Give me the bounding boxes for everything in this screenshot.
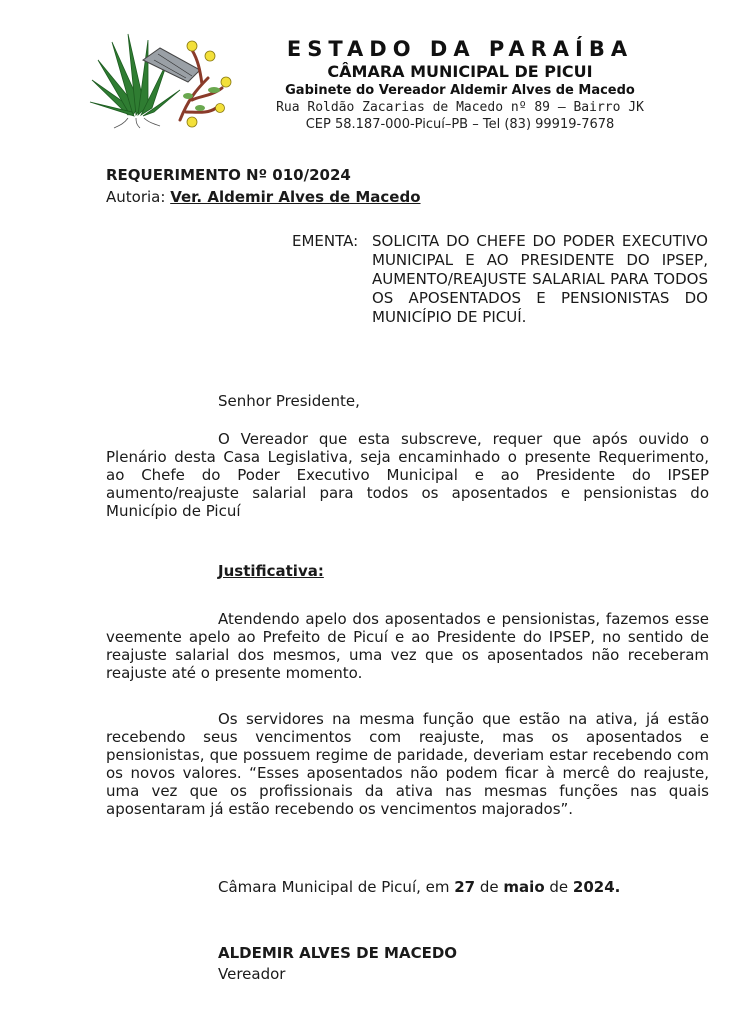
signer-role: Vereador [218, 965, 286, 983]
closing-year: 2024. [572, 878, 621, 896]
document-title: REQUERIMENTO Nº 010/2024 [106, 166, 351, 184]
paragraph-3-text: Os servidores na mesma função que estão na ativa, já estão recebendo seus vencimentos com reajuste, mas os aposentados e pensionistas, que possuem regime de paridade, deveriam estar recebendo com os novos valores. “Esses aposentados não podem ficar à mercê do reajuste, uma vez que os profissionais da ativa nas mesmas funções nas quais aposentaram já estão recebendo os vencimentos majorados”. [106, 710, 709, 818]
ementa-text: SOLICITA DO CHEFE DO PODER EXECUTIVO MUNICIPAL E AO PRESIDENTE DO IPSEP, AUMENTO/REAJUSTE SALARIAL PARA TODOS OS APOSENTADOS E PENSIONISTAS DO MUNICÍPIO DE PICUÍ. [372, 232, 708, 326]
greeting: Senhor Presidente, [218, 392, 360, 410]
body-paragraph-1 [106, 430, 709, 520]
body-paragraph-2 [106, 610, 709, 682]
contact-line: CEP 58.187-000-Picuí–PB – Tel (83) 99919-7678 [305, 117, 615, 132]
chamber-name: CÂMARA MUNICIPAL DE PICUI [327, 62, 593, 81]
letterhead [250, 36, 670, 133]
closing-prefix: Câmara Municipal de Picuí, em [218, 878, 455, 896]
office-name: Gabinete do Vereador Aldemir Alves de Macedo [285, 83, 635, 98]
signer-name: ALDEMIR ALVES DE MACEDO [218, 944, 458, 962]
closing-mid-2: de [544, 878, 573, 896]
authorship [106, 188, 421, 206]
address-line: Rua Roldão Zacarias de Macedo nº 89 – Bairro JK [276, 100, 644, 115]
paragraph-1-text: O Vereador que esta subscreve, requer que após ouvido o Plenário desta Casa Legislativa, seja encaminhado o presente Requerimento, ao Chefe do Poder Executivo Municipal e ao Presidente do IPSEP aumento/reajuste salarial para todos os aposentados e pensionistas do Município de Picuí [106, 430, 709, 520]
closing-day: 27 [454, 878, 476, 896]
closing-month: maio [503, 878, 545, 896]
authorship-label: Autoria: [106, 188, 171, 206]
paragraph-2-text: Atendendo apelo dos aposentados e pensionistas, fazemos esse veemente apelo ao Prefeito de Picuí e ao Presidente do IPSEP, no sentido de reajuste salarial dos mesmos, uma vez que os aposentados não receberam reajuste até o presente momento. [106, 610, 709, 682]
closing-mid-1: de [475, 878, 504, 896]
closing-date-line [218, 878, 620, 896]
author-name: Ver. Aldemir Alves de Macedo [170, 188, 421, 206]
municipal-coat-of-arms-plant-logo [88, 20, 248, 130]
body-paragraph-3 [106, 710, 709, 818]
justification-heading: Justificativa: [218, 562, 324, 580]
state-name: ESTADO DA PARAÍBA [286, 37, 634, 61]
ementa-label: EMENTA: [292, 232, 359, 250]
